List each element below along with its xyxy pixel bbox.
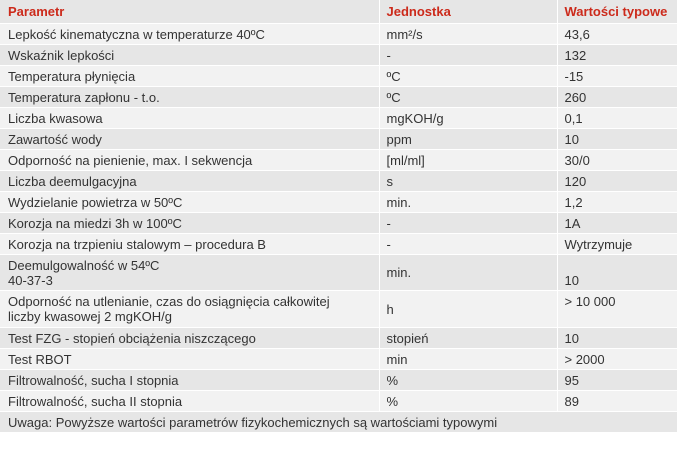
cell-parameter: Wskaźnik lepkości [0, 45, 379, 66]
table-row [0, 150, 677, 171]
cell-parameter: Liczba deemulgacyjna [0, 171, 379, 192]
cell-value: 95 [557, 370, 677, 391]
cell-unit: h [379, 291, 557, 328]
cell-value: 0,1 [557, 108, 677, 129]
cell-parameter: Korozja na trzpieniu stalowym – procedura B [0, 234, 379, 255]
cell-parameter: Filtrowalność, sucha I stopnia [0, 370, 379, 391]
cell-value: 30/0 [557, 150, 677, 171]
cell-parameter: Wydzielanie powietrza w 50ºC [0, 192, 379, 213]
cell-value: 260 [557, 87, 677, 108]
table-row [0, 87, 677, 108]
table-row [0, 129, 677, 150]
cell-parameter: Temperatura zapłonu - t.o. [0, 87, 379, 108]
cell-value: Wytrzymuje [557, 234, 677, 255]
table-row [0, 171, 677, 192]
cell-value: 10 [557, 328, 677, 349]
table-row [0, 291, 677, 328]
table-row [0, 24, 677, 45]
cell-value: 1,2 [557, 192, 677, 213]
cell-parameter-line1: Deemulgowalność w 54ºC [8, 257, 160, 273]
header-typical-value: Wartości typowe [557, 0, 677, 24]
cell-unit: mm²/s [379, 24, 557, 45]
cell-parameter [0, 255, 379, 291]
table-row [0, 234, 677, 255]
cell-parameter: Liczba kwasowa [0, 108, 379, 129]
cell-unit: min. [379, 192, 557, 213]
table-row [0, 45, 677, 66]
header-unit: Jednostka [379, 0, 557, 24]
cell-value: 10 [557, 129, 677, 150]
table-row [0, 391, 677, 412]
cell-unit: ºC [379, 87, 557, 108]
table-row [0, 370, 677, 391]
cell-parameter-line2: liczby kwasowej 2 mgKOH/g [8, 309, 172, 324]
cell-parameter-line2: 40-37-3 [8, 272, 53, 288]
table-row [0, 192, 677, 213]
cell-unit: min [379, 349, 557, 370]
cell-unit: mgKOH/g [379, 108, 557, 129]
cell-parameter [0, 291, 379, 328]
cell-unit: % [379, 370, 557, 391]
cell-value: 10 [557, 255, 677, 291]
cell-unit: s [379, 171, 557, 192]
table-header-row [0, 0, 677, 24]
cell-value: 43,6 [557, 24, 677, 45]
cell-parameter-line1: Odporność na utlenianie, czas do osiągnięcia całkowitej [8, 294, 330, 309]
cell-value: 89 [557, 391, 677, 412]
cell-parameter: Test FZG - stopień obciążenia niszczącego [0, 328, 379, 349]
cell-parameter: Zawartość wody [0, 129, 379, 150]
cell-unit: % [379, 391, 557, 412]
cell-unit: ºC [379, 66, 557, 87]
table-note-row [0, 412, 677, 433]
cell-unit: - [379, 213, 557, 234]
cell-unit: - [379, 234, 557, 255]
cell-unit: - [379, 45, 557, 66]
table-row [0, 108, 677, 129]
cell-value: > 2000 [557, 349, 677, 370]
cell-unit: stopień [379, 328, 557, 349]
cell-value: -15 [557, 66, 677, 87]
cell-parameter: Lepkość kinematyczna w temperaturze 40ºC [0, 24, 379, 45]
cell-unit: ppm [379, 129, 557, 150]
cell-value: 1A [557, 213, 677, 234]
header-parameter: Parametr [0, 0, 379, 24]
cell-value: 132 [557, 45, 677, 66]
table-row [0, 255, 677, 291]
cell-parameter: Temperatura płynięcia [0, 66, 379, 87]
cell-value: > 10 000 [557, 291, 677, 328]
cell-parameter: Test RBOT [0, 349, 379, 370]
cell-unit: min. [379, 255, 557, 291]
table-row [0, 328, 677, 349]
table-note: Uwaga: Powyższe wartości parametrów fizykochemicznych są wartościami typowymi [0, 412, 677, 433]
cell-parameter: Korozja na miedzi 3h w 100ºC [0, 213, 379, 234]
table-row [0, 349, 677, 370]
cell-parameter: Filtrowalność, sucha II stopnia [0, 391, 379, 412]
cell-unit: [ml/ml] [379, 150, 557, 171]
table-row [0, 66, 677, 87]
cell-parameter: Odporność na pienienie, max. I sekwencja [0, 150, 379, 171]
cell-value: 120 [557, 171, 677, 192]
table-row [0, 213, 677, 234]
